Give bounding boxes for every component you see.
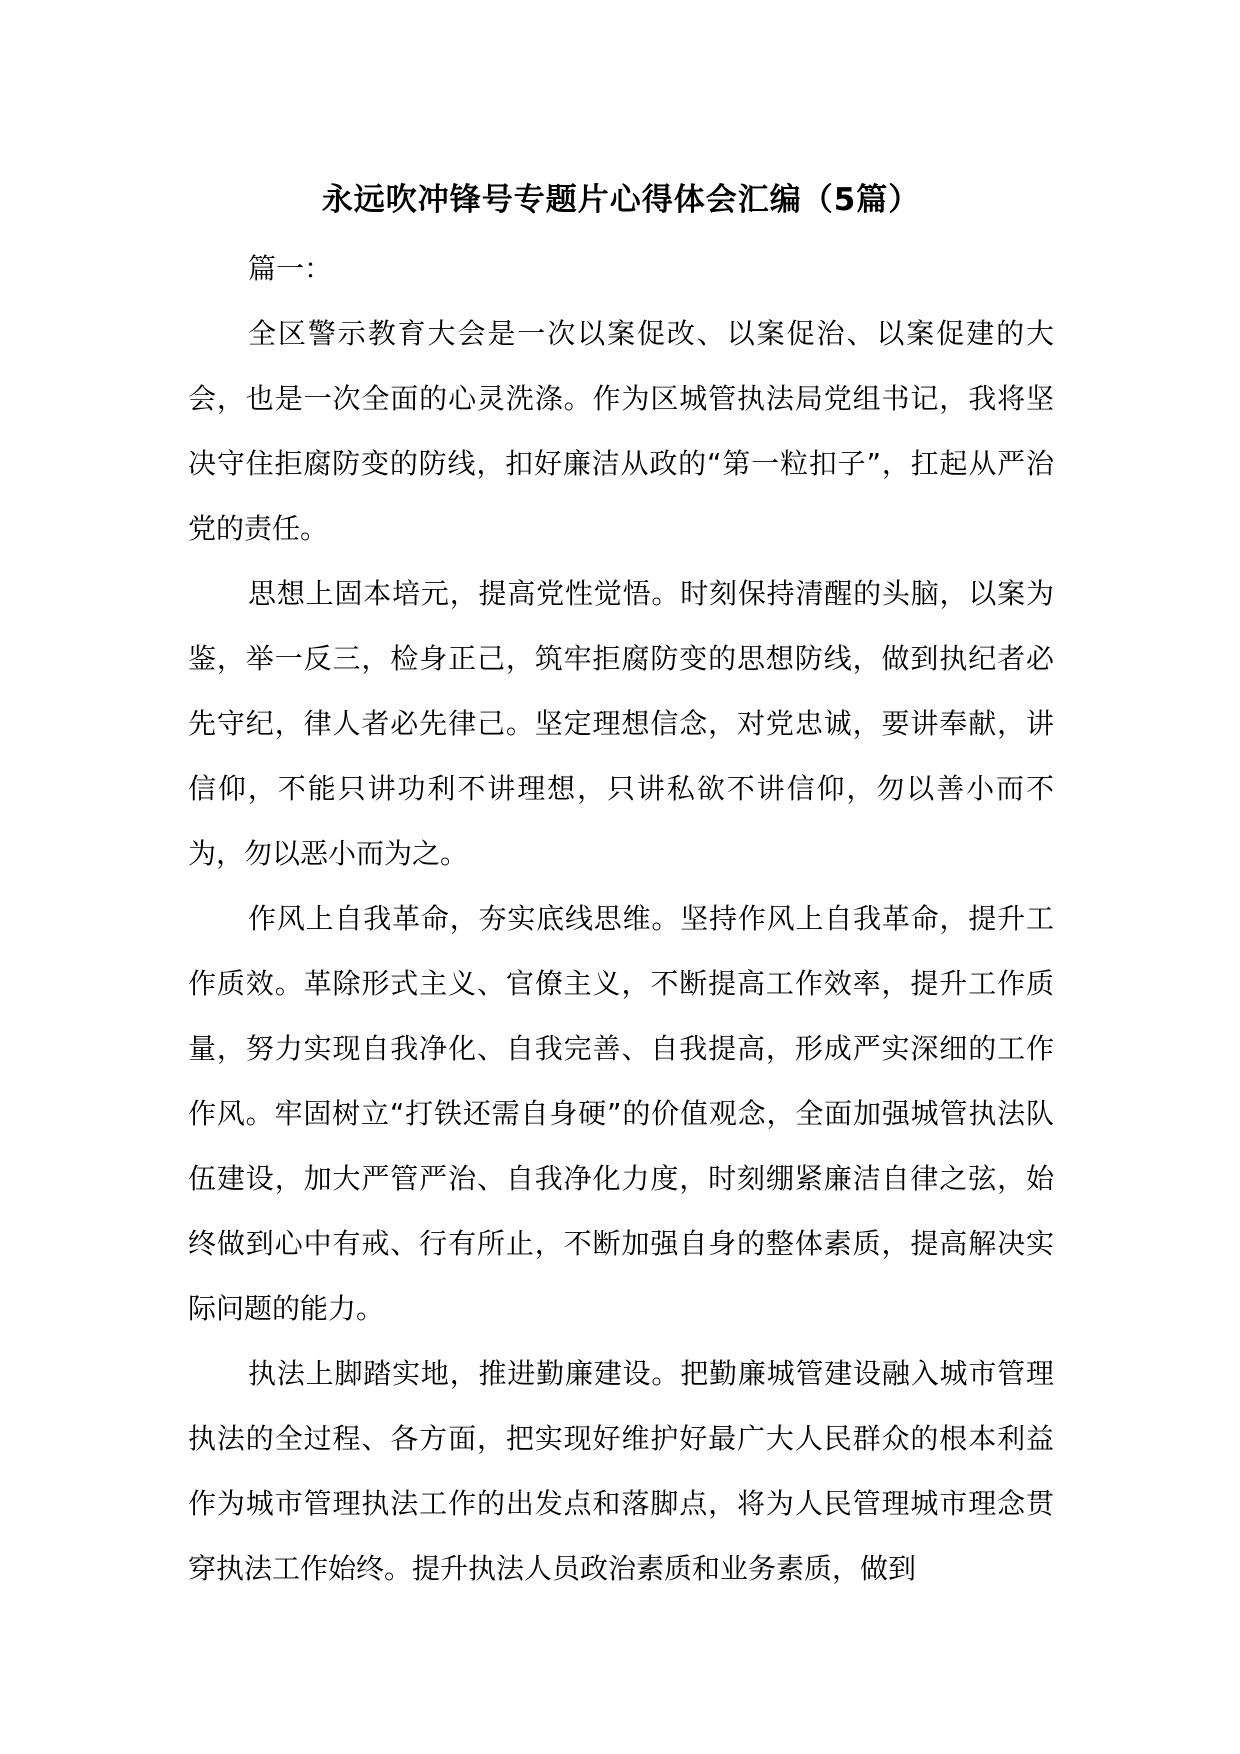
paragraph-3: 作风上自我革命，夯实底线思维。坚持作风上自我革命，提升工作质效。革除形式主义、官僚主义，不断提高工作效率，提升工作质量，努力实现自我净化、自我完善、自我提高，形成严实深细的工作作风。牢固树立“打铁还需自身硬”的价值观念，全面加强城管执法队伍建设，加大严管严治、自我净化力度，时刻绷紧廉洁自律之弦，始终做到心中有戒、行有所止，不断加强自身的整体素质，提高解决实际问题的能力。: [188, 902, 1054, 1325]
paragraph-2: 思想上固本培元，提高党性觉悟。时刻保持清醒的头脑，以案为鉴，举一反三，检身正己，筑牢拒腐防变的思想防线，做到执纪者必先守纪，律人者必先律己。坚定理想信念，对党忠诚，要讲奉献，讲信仰，不能只讲功利不讲理想，只讲私欲不讲信仰，勿以善小而不为，勿以恶小而为之。: [188, 577, 1054, 870]
document-page: [188, 176, 1054, 1601]
paragraph-4: 执法上脚踏实地，推进勤廉建设。把勤廉城管建设融入城市管理执法的全过程、各方面，把实现好维护好最广大人民群众的根本利益作为城市管理执法工作的出发点和落脚点，将为人民管理城市理念贯穿执法工作始终。提升执法人员政治素质和业务素质，做到: [188, 1357, 1054, 1585]
section-heading: 篇一：: [248, 252, 333, 285]
document-title: 永远吹冲锋号专题片心得体会汇编（5篇）: [321, 182, 921, 218]
paragraph-1: 全区警示教育大会是一次以案促改、以案促治、以案促建的大会，也是一次全面的心灵洗涤。作为区城管执法局党组书记，我将坚决守住拒腐防变的防线，扣好廉洁从政的“第一粒扣子”，扛起从严治党的责任。: [188, 317, 1054, 545]
